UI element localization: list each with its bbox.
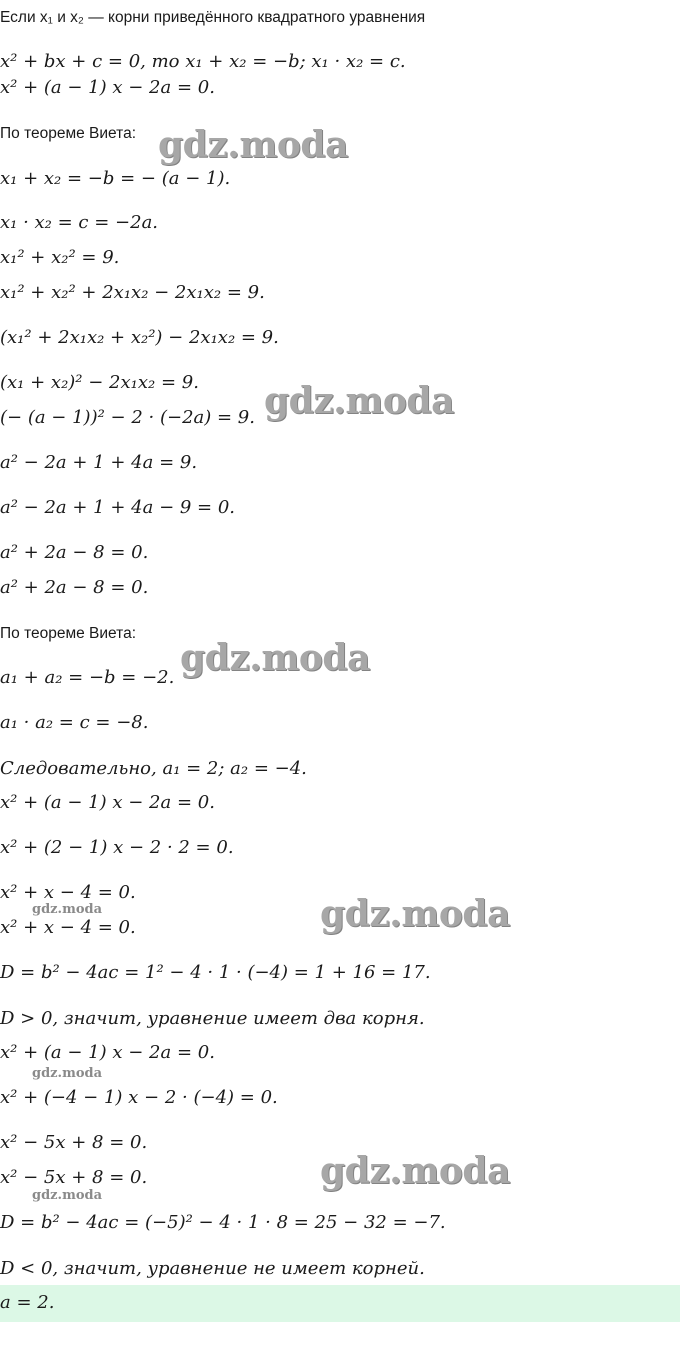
- watermark-logo-small: gdz.moda: [32, 902, 103, 917]
- equation-line: x₁² + x₂² + 2x₁x₂ − 2x₁x₂ = 9.: [0, 282, 265, 303]
- equation-line: x² + x − 4 = 0.: [0, 917, 136, 938]
- vieta-label: По теореме Виета:: [0, 625, 137, 642]
- intro-text: Если x₁ и x₂ — корни приведённого квадратного уравнения: [0, 9, 426, 26]
- answer-box: [0, 1285, 680, 1322]
- discriminant-line: D = b² − 4ac = 1² − 4 · 1 · (−4) = 1 + 16 = 17.: [0, 962, 431, 983]
- equation-line: a₁ + a₂ = −b = −2.: [0, 667, 175, 688]
- equation-line: x² + (−4 − 1) x − 2 · (−4) = 0.: [0, 1087, 278, 1108]
- watermark-logo-small: gdz.moda: [32, 1188, 103, 1203]
- watermark-logo: gdz.moda: [320, 893, 510, 935]
- equation-line: a² − 2a + 1 + 4a − 9 = 0.: [0, 497, 236, 518]
- equation-line: x₁² + x₂² = 9.: [0, 247, 120, 268]
- conclusion-line: D < 0, значит, уравнение не имеет корней.: [0, 1258, 425, 1279]
- equation-line: x² + (a − 1) x − 2a = 0.: [0, 1042, 215, 1063]
- equation-line: (x₁² + 2x₁x₂ + x₂²) − 2x₁x₂ = 9.: [0, 327, 279, 348]
- equation-line: x² + (a − 1) x − 2a = 0.: [0, 77, 215, 98]
- equation-line: a² − 2a + 1 + 4a = 9.: [0, 452, 198, 473]
- equation-line: (− (a − 1))² − 2 · (−2a) = 9.: [0, 407, 255, 428]
- equation-line: a₁ · a₂ = c = −8.: [0, 712, 149, 733]
- vieta-statement: x² + bx + c = 0, то x₁ + x₂ = −b; x₁ · x₂ = c.: [0, 51, 406, 72]
- watermark-logo: gdz.moda: [320, 1150, 510, 1192]
- discriminant-line: D = b² − 4ac = (−5)² − 4 · 1 · 8 = 25 − 32 = −7.: [0, 1212, 446, 1233]
- equation-line: x² − 5x + 8 = 0.: [0, 1132, 148, 1153]
- equation-line: a² + 2a − 8 = 0.: [0, 577, 149, 598]
- equation-line: x² + (2 − 1) x − 2 · 2 = 0.: [0, 837, 234, 858]
- equation-line: x² + (a − 1) x − 2a = 0.: [0, 792, 215, 813]
- answer-text: a = 2.: [0, 1292, 55, 1313]
- watermark-logo-small: gdz.moda: [32, 1066, 103, 1081]
- watermark-logo: gdz.moda: [158, 124, 348, 166]
- equation-line: x₁ · x₂ = c = −2a.: [0, 212, 159, 233]
- equation-line: a² + 2a − 8 = 0.: [0, 542, 149, 563]
- equation-line: x₁ + x₂ = −b = − (a − 1).: [0, 168, 231, 189]
- equation-line: (x₁ + x₂)² − 2x₁x₂ = 9.: [0, 372, 199, 393]
- watermark-logo: gdz.moda: [180, 637, 370, 679]
- conclusion-line: D > 0, значит, уравнение имеет два корня.: [0, 1008, 425, 1029]
- conclusion-line: Следовательно, a₁ = 2; a₂ = −4.: [0, 758, 307, 779]
- watermark-logo: gdz.moda: [264, 380, 454, 422]
- equation-line: x² + x − 4 = 0.: [0, 882, 136, 903]
- equation-line: x² − 5x + 8 = 0.: [0, 1167, 148, 1188]
- vieta-label: По теореме Виета:: [0, 125, 137, 142]
